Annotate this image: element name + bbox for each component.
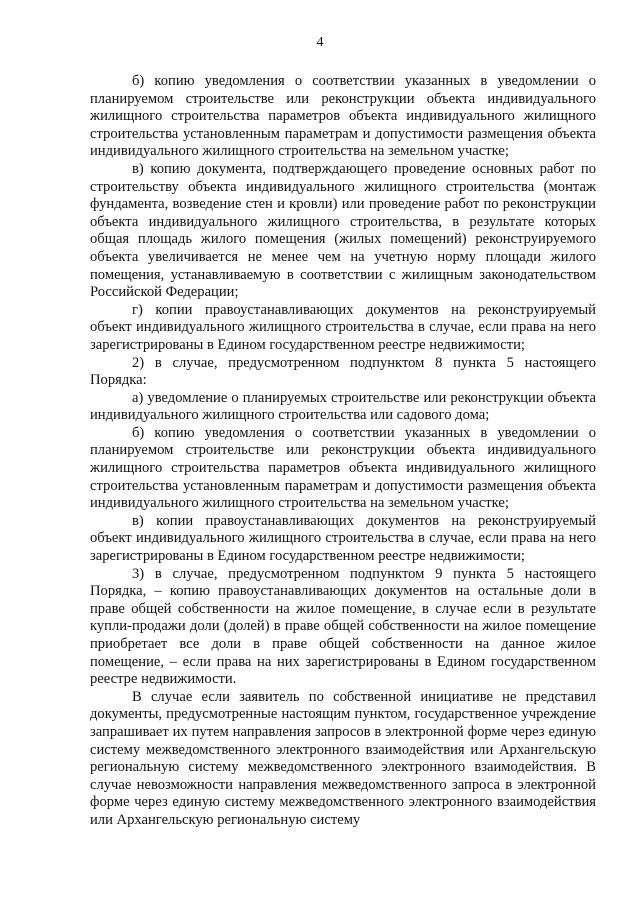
document-body [90, 73, 596, 830]
paragraph-2a-planned-construction-notice: а) уведомление о планируемых строительстве или реконструкции объекта индивидуального жилищного строительства или садового дома; [90, 389, 596, 424]
paragraph-1g-title-documents: г) копии правоустанавливающих документов на реконструируемый объект индивидуального жилищного строительства в случае, если права на него зарегистрированы в Едином государственном реестре недвижимости; [90, 301, 596, 353]
paragraph-3-case-subpoint-9: 3) в случае, предусмотренном подпунктом 9 пункта 5 настоящего Порядка, – копию правоустанавливающих документов на остальные доли в праве общей собственности на жилое помещение, в случае если в результате купли-продажи доли (долей) в праве общей собственности на жилое помещение приобретает все доли в праве общей собственности на данное жилое помещение, – если права на них зарегистрированы в Едином государственном реестре недвижимости. [90, 565, 596, 688]
paragraph-1b-notice-copy: б) копию уведомления о соответствии указанных в уведомлении о планируемом строительстве или реконструкции объекта индивидуального жилищного строительства параметров объекта индивидуального жилищного строительства установленным параметрам и допустимости размещения объекта индивидуального жилищного строительства на земельном участке; [90, 73, 596, 160]
paragraph-1v-works-document: в) копию документа, подтверждающего проведение основных работ по строительству объекта индивидуального жилищного строительства (монтаж фундамента, возведение стен и кровли) или проведение работ по реконструкции объекта индивидуального жилищного строительства, в результате которых общая площадь жилого помещения (жилых помещений) реконструируемого объекта увеличивается не менее чем на учетную норму площади жилого помещения, устанавливаемую в соответствии с жилищным законодательством Российской Федерации; [90, 160, 596, 301]
paragraph-2-case-subpoint-8: 2) в случае, предусмотренном подпунктом 8 пункта 5 настоящего Порядка: [90, 354, 596, 389]
paragraph-2v-title-documents: в) копии правоустанавливающих документов на реконструируемый объект индивидуального жилищного строительства в случае, если права на него зарегистрированы в Едином государственном реестре недвижимости; [90, 512, 596, 565]
paragraph-2b-notice-copy: б) копию уведомления о соответствии указанных в уведомлении о планируемом строительстве или реконструкции объекта индивидуального жилищного строительства параметров объекта индивидуального жилищного строительства установленным параметрам и допустимости размещения объекта индивидуального жилищного строительства на земельном участке; [90, 424, 596, 512]
paragraph-interagency-requests: В случае если заявитель по собственной инициативе не представил документы, предусмотренные настоящим пунктом, государственное учреждение запрашивает их путем направления запросов в электронной форме через единую систему межведомственного электронного взаимодействия или Архангельскую региональную систему межведомственного электронного взаимодействия. В случае невозможности направления межведомственного запроса в электронной форме через единую систему межведомственного электронного взаимодействия или Архангельскую региональную систему [90, 688, 596, 828]
page-number: 4 [316, 35, 324, 50]
